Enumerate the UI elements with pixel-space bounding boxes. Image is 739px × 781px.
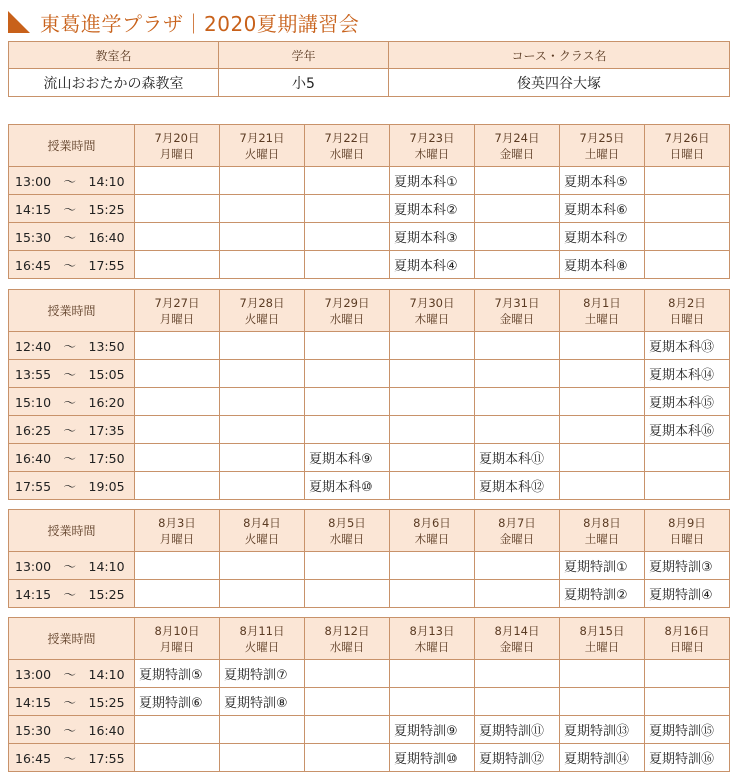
schedule-cell: [645, 195, 730, 223]
schedule-cell: [475, 223, 560, 251]
schedule-cell: [135, 580, 220, 608]
schedule-cell: [220, 552, 305, 580]
schedule-cell: [475, 580, 560, 608]
schedule-cell: [475, 167, 560, 195]
date-header: [305, 125, 390, 167]
date-header: [560, 125, 645, 167]
date-label: 7月30日: [409, 295, 455, 310]
schedule-cell: [305, 716, 390, 744]
date-header: [390, 125, 475, 167]
weekday-label: 日曜日: [669, 639, 705, 654]
weekday-label: 土曜日: [584, 311, 620, 326]
schedule-cell: 夏期本科⑦: [560, 223, 645, 251]
date-header: [305, 618, 390, 660]
weekday-label: 日曜日: [669, 146, 705, 161]
time-slot: 13:55 ～ 15:05: [9, 360, 135, 388]
schedule-cell: [305, 223, 390, 251]
date-label: 8月10日: [154, 623, 200, 638]
schedule-cell: [135, 167, 220, 195]
classroom-value: 流山おおたかの森教室: [9, 69, 219, 97]
time-header: 授業時間: [9, 125, 135, 167]
schedule-cell: [305, 580, 390, 608]
schedule-cell: 夏期特訓⑫: [475, 744, 560, 772]
schedule-week-table: [8, 509, 730, 608]
weekday-label: 水曜日: [329, 311, 365, 326]
page-title: 東葛進学プラザ｜2020夏期講習会: [40, 11, 360, 36]
date-header: [135, 125, 220, 167]
date-header: [305, 290, 390, 332]
schedule-cell: 夏期本科⑤: [560, 167, 645, 195]
schedule-cell: [390, 444, 475, 472]
date-header: [390, 290, 475, 332]
table-row: [9, 444, 730, 472]
schedule-cell: [475, 416, 560, 444]
date-header: [475, 125, 560, 167]
table-row: [9, 416, 730, 444]
schedule-week-table: [8, 289, 730, 500]
time-slot: 15:10 ～ 16:20: [9, 388, 135, 416]
time-slot: 13:00 ～ 14:10: [9, 552, 135, 580]
table-row: [9, 167, 730, 195]
date-header: [390, 618, 475, 660]
schedule-cell: [475, 688, 560, 716]
grade-value: 小5: [219, 69, 389, 97]
date-label: 8月6日: [413, 515, 451, 530]
schedule-cell: 夏期特訓⑥: [135, 688, 220, 716]
schedule-cell: 夏期本科⑮: [645, 388, 730, 416]
date-header: [645, 510, 730, 552]
date-label: 8月9日: [668, 515, 706, 530]
weekday-label: 金曜日: [499, 531, 535, 546]
schedule-cell: 夏期本科①: [390, 167, 475, 195]
schedule-cell: [390, 660, 475, 688]
date-header: [220, 125, 305, 167]
date-label: 7月22日: [324, 130, 370, 145]
schedule-cell: [305, 251, 390, 279]
date-label: 7月24日: [494, 130, 540, 145]
date-header: [220, 510, 305, 552]
date-header: [560, 510, 645, 552]
schedule-cell: 夏期特訓②: [560, 580, 645, 608]
weekday-label: 月曜日: [159, 531, 195, 546]
class-info-table: [8, 41, 730, 97]
schedule-cell: [220, 444, 305, 472]
date-header: [475, 290, 560, 332]
schedule-cell: 夏期特訓⑯: [645, 744, 730, 772]
date-label: 8月4日: [243, 515, 281, 530]
schedule-cell: [135, 416, 220, 444]
schedule-cell: [645, 223, 730, 251]
time-header: 授業時間: [9, 290, 135, 332]
schedule-cell: [220, 251, 305, 279]
schedule-cell: [305, 744, 390, 772]
table-row: [9, 223, 730, 251]
date-label: 7月27日: [154, 295, 200, 310]
schedule-cell: [135, 332, 220, 360]
schedule-cell: [220, 388, 305, 416]
schedule-cell: [220, 195, 305, 223]
schedule-cell: [305, 332, 390, 360]
date-label: 7月28日: [239, 295, 285, 310]
schedule-cell: [475, 195, 560, 223]
date-label: 8月12日: [324, 623, 370, 638]
weekday-label: 日曜日: [669, 311, 705, 326]
weekday-label: 木曜日: [414, 639, 450, 654]
date-label: 8月3日: [158, 515, 196, 530]
time-slot: 16:45 ～ 17:55: [9, 744, 135, 772]
schedule-cell: 夏期特訓①: [560, 552, 645, 580]
date-header: [475, 510, 560, 552]
date-label: 8月15日: [579, 623, 625, 638]
schedule-cell: 夏期本科⑨: [305, 444, 390, 472]
table-row: [9, 360, 730, 388]
table-row: [9, 195, 730, 223]
schedule-cell: 夏期本科⑪: [475, 444, 560, 472]
time-slot: 13:00 ～ 14:10: [9, 660, 135, 688]
schedule-cell: [390, 580, 475, 608]
schedule-cell: [135, 223, 220, 251]
schedule-cell: [135, 251, 220, 279]
schedule-cell: 夏期特訓⑭: [560, 744, 645, 772]
schedule-cell: 夏期特訓③: [645, 552, 730, 580]
time-slot: 14:15 ～ 15:25: [9, 195, 135, 223]
schedule-cell: [220, 716, 305, 744]
date-label: 7月31日: [494, 295, 540, 310]
schedule-cell: 夏期本科⑫: [475, 472, 560, 500]
date-header: [305, 510, 390, 552]
schedule-cell: 夏期特訓④: [645, 580, 730, 608]
schedule-cell: [135, 195, 220, 223]
date-label: 7月26日: [664, 130, 710, 145]
weekday-label: 月曜日: [159, 639, 195, 654]
date-label: 7月21日: [239, 130, 285, 145]
table-row: [9, 388, 730, 416]
schedule-cell: 夏期特訓⑩: [390, 744, 475, 772]
date-header: [560, 290, 645, 332]
table-row: [9, 332, 730, 360]
table-row: [9, 580, 730, 608]
weekday-label: 土曜日: [584, 146, 620, 161]
schedule-cell: [390, 472, 475, 500]
weekday-label: 月曜日: [159, 146, 195, 161]
schedule-cell: [220, 416, 305, 444]
schedule-cell: [305, 388, 390, 416]
schedule-cell: 夏期本科③: [390, 223, 475, 251]
time-slot: 14:15 ～ 15:25: [9, 580, 135, 608]
time-header: 授業時間: [9, 510, 135, 552]
schedule-cell: 夏期本科②: [390, 195, 475, 223]
schedule-cell: [305, 416, 390, 444]
table-row: [9, 552, 730, 580]
schedule-cell: [390, 552, 475, 580]
schedule-cell: [305, 195, 390, 223]
schedule-cell: [645, 688, 730, 716]
schedule-cell: [390, 388, 475, 416]
weekday-label: 水曜日: [329, 531, 365, 546]
date-label: 8月13日: [409, 623, 455, 638]
schedule-cell: [390, 360, 475, 388]
time-slot: 13:00 ～ 14:10: [9, 167, 135, 195]
weekday-label: 水曜日: [329, 146, 365, 161]
schedule-cell: [220, 332, 305, 360]
schedule-cell: 夏期本科⑥: [560, 195, 645, 223]
schedule-cell: [475, 660, 560, 688]
schedule-cell: 夏期特訓⑪: [475, 716, 560, 744]
schedule-cell: [305, 688, 390, 716]
schedule-cell: 夏期本科④: [390, 251, 475, 279]
schedule-cell: [475, 388, 560, 416]
schedule-cell: [220, 472, 305, 500]
date-header: [560, 618, 645, 660]
table-row: [9, 716, 730, 744]
date-label: 7月20日: [154, 130, 200, 145]
date-label: 8月11日: [239, 623, 285, 638]
triangle-marker-icon: [8, 11, 30, 33]
schedule-cell: [560, 688, 645, 716]
schedule-cell: 夏期特訓⑧: [220, 688, 305, 716]
schedule-cell: [560, 660, 645, 688]
schedule-cell: [220, 744, 305, 772]
date-label: 8月5日: [328, 515, 366, 530]
time-slot: 16:40 ～ 17:50: [9, 444, 135, 472]
schedule-cell: [390, 416, 475, 444]
schedule-cell: 夏期特訓⑬: [560, 716, 645, 744]
date-label: 7月23日: [409, 130, 455, 145]
date-label: 7月25日: [579, 130, 625, 145]
schedule-cell: 夏期本科⑬: [645, 332, 730, 360]
header-classroom: 教室名: [9, 42, 219, 69]
date-header: [135, 618, 220, 660]
schedule-cell: [220, 360, 305, 388]
schedule-cell: 夏期本科⑯: [645, 416, 730, 444]
weekday-label: 土曜日: [584, 639, 620, 654]
date-header: [645, 618, 730, 660]
date-label: 8月14日: [494, 623, 540, 638]
table-row: [9, 472, 730, 500]
schedule-cell: [135, 444, 220, 472]
schedule-cell: [220, 167, 305, 195]
schedule-cell: [220, 580, 305, 608]
date-label: 8月8日: [583, 515, 621, 530]
weekday-label: 木曜日: [414, 311, 450, 326]
date-label: 7月29日: [324, 295, 370, 310]
weekday-label: 日曜日: [669, 531, 705, 546]
schedule-cell: 夏期本科⑭: [645, 360, 730, 388]
date-label: 8月16日: [664, 623, 710, 638]
time-slot: 15:30 ～ 16:40: [9, 223, 135, 251]
weekday-label: 金曜日: [499, 639, 535, 654]
weekday-label: 木曜日: [414, 531, 450, 546]
schedule-cell: [305, 360, 390, 388]
weekday-label: 木曜日: [414, 146, 450, 161]
schedule-week-table: [8, 617, 730, 772]
schedule-cell: [135, 360, 220, 388]
date-header: [645, 125, 730, 167]
table-row: [9, 251, 730, 279]
date-label: 8月7日: [498, 515, 536, 530]
schedule-cell: [645, 444, 730, 472]
schedule-cell: [220, 223, 305, 251]
schedule-cell: [135, 388, 220, 416]
schedule-week-table: [8, 124, 730, 279]
schedule-cell: 夏期本科⑧: [560, 251, 645, 279]
schedule-cell: [645, 251, 730, 279]
weekday-label: 火曜日: [244, 639, 280, 654]
time-slot: 16:25 ～ 17:35: [9, 416, 135, 444]
schedule-cell: 夏期本科⑩: [305, 472, 390, 500]
time-header: 授業時間: [9, 618, 135, 660]
header-grade: 学年: [219, 42, 389, 69]
table-row: [9, 688, 730, 716]
weekday-label: 金曜日: [499, 311, 535, 326]
weekday-label: 火曜日: [244, 311, 280, 326]
schedule-cell: [645, 167, 730, 195]
header-course: コース・クラス名: [389, 42, 730, 69]
time-slot: 12:40 ～ 13:50: [9, 332, 135, 360]
date-header: [220, 618, 305, 660]
time-slot: 16:45 ～ 17:55: [9, 251, 135, 279]
time-slot: 14:15 ～ 15:25: [9, 688, 135, 716]
schedule-cell: [305, 660, 390, 688]
schedule-cell: 夏期特訓⑨: [390, 716, 475, 744]
schedule-cell: 夏期特訓⑤: [135, 660, 220, 688]
schedule-cell: [560, 388, 645, 416]
weekday-label: 金曜日: [499, 146, 535, 161]
weekday-label: 火曜日: [244, 531, 280, 546]
time-slot: 17:55 ～ 19:05: [9, 472, 135, 500]
schedule-cell: [135, 472, 220, 500]
schedule-cell: [645, 660, 730, 688]
date-header: [220, 290, 305, 332]
schedule-cell: [305, 552, 390, 580]
date-header: [645, 290, 730, 332]
date-header: [475, 618, 560, 660]
date-label: 8月1日: [583, 295, 621, 310]
schedule-cell: [305, 167, 390, 195]
time-slot: 15:30 ～ 16:40: [9, 716, 135, 744]
weekday-label: 月曜日: [159, 311, 195, 326]
table-row: [9, 744, 730, 772]
schedule-cell: [135, 744, 220, 772]
table-row: [9, 660, 730, 688]
schedule-cell: [645, 472, 730, 500]
schedule-cell: [475, 332, 560, 360]
weekday-label: 水曜日: [329, 639, 365, 654]
schedule-cell: [390, 332, 475, 360]
schedule-cell: [560, 444, 645, 472]
schedule-cell: [560, 360, 645, 388]
weekday-label: 土曜日: [584, 531, 620, 546]
schedule-cell: [135, 552, 220, 580]
schedule-cell: [475, 552, 560, 580]
schedule-cell: [390, 688, 475, 716]
schedule-cell: [560, 472, 645, 500]
course-value: 俊英四谷大塚: [389, 69, 730, 97]
date-header: [135, 290, 220, 332]
schedule-cell: [135, 716, 220, 744]
page-header: [8, 6, 359, 38]
schedule-cell: 夏期特訓⑦: [220, 660, 305, 688]
schedule-cell: [560, 332, 645, 360]
schedule-cell: 夏期特訓⑮: [645, 716, 730, 744]
date-header: [390, 510, 475, 552]
schedule-cell: [560, 416, 645, 444]
date-label: 8月2日: [668, 295, 706, 310]
schedule-cell: [475, 360, 560, 388]
weekday-label: 火曜日: [244, 146, 280, 161]
schedule-cell: [475, 251, 560, 279]
date-header: [135, 510, 220, 552]
